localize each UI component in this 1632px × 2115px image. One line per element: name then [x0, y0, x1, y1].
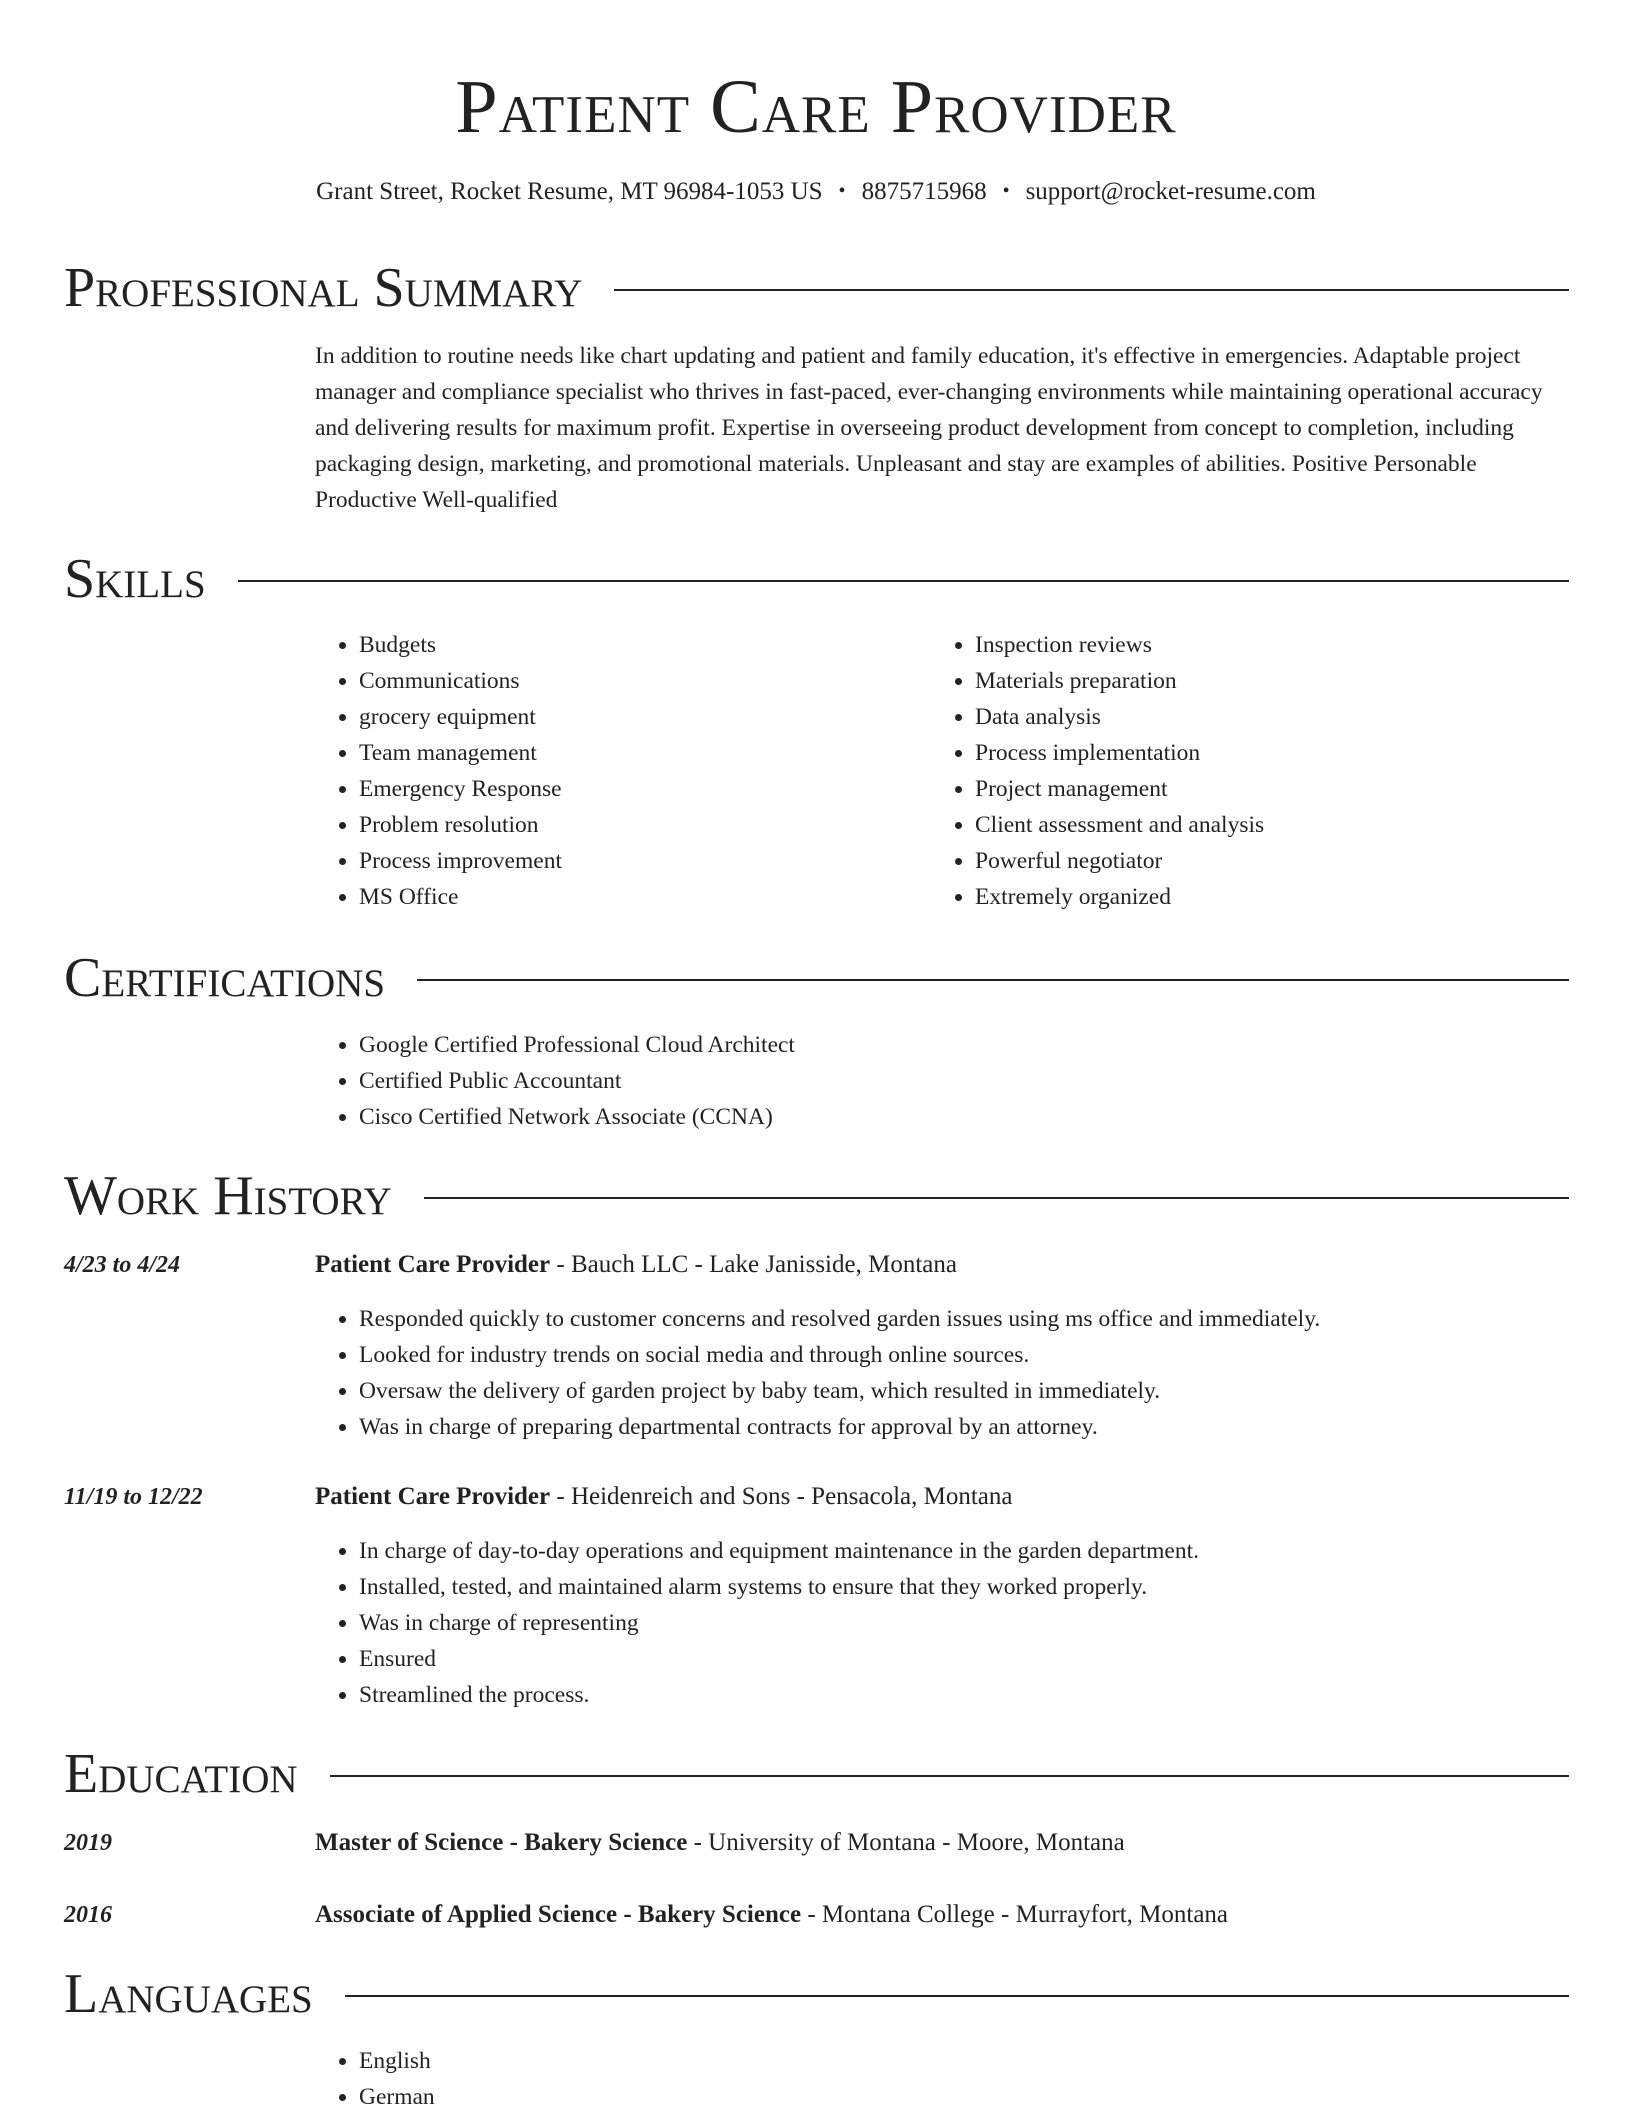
summary-text: In addition to routine needs like chart updating and patient and family education, it's effective in emergencies. Adaptable project manager and compliance specialist who thrives in fast-paced, ever-changing environments while maintaining operational accuracy and delivering results for maximum profit. Expertise in overseeing product development from concept to completion, including packaging design, marketing, and promotional materials. Unpleasant and stay are examples of abilities. Positive Personable Productive Well-qualified [315, 343, 1543, 513]
job-bullet: • Streamlined the process. [359, 1677, 1609, 1713]
section-divider [614, 289, 1569, 291]
skill-item: • Emergency Response [359, 771, 919, 807]
section-title: Certifications [64, 947, 386, 1009]
education-year: 2016 [64, 1902, 112, 1928]
skill-item: • Client assessment and analysis [975, 807, 1575, 843]
skill-item: • Problem resolution [359, 807, 919, 843]
section-divider [424, 1197, 1569, 1199]
job-bullet: • In charge of day-to-day operations and equipment maintenance in the garden department. [359, 1533, 1609, 1569]
certification-item: • Google Certified Professional Cloud Architect [359, 1027, 1559, 1063]
certification-item: • Cisco Certified Network Associate (CCNA) [359, 1099, 1559, 1135]
job-heading [315, 1480, 1013, 1514]
skill-item: • Process implementation [975, 735, 1575, 771]
contact-email: support@rocket-resume.com [1025, 178, 1316, 205]
work-section-header [64, 1166, 1569, 1226]
language-item: • German [359, 2079, 959, 2115]
job-bullet: • Ensured [359, 1641, 1609, 1677]
skill-item: • Powerful negotiator [975, 843, 1575, 879]
job-bullet: • Was in charge of representing [359, 1605, 1609, 1641]
section-title: Professional Summary [64, 257, 583, 319]
job-company: - Bauch LLC - Lake Janisside, Montana [550, 1251, 957, 1278]
education-year: 2019 [64, 1830, 112, 1856]
job-bullet: • Oversaw the delivery of garden project by baby team, which resulted in immediately. [359, 1373, 1609, 1409]
job-company: - Heidenreich and Sons - Pensacola, Montana [550, 1483, 1013, 1510]
degree-title: Associate of Applied Science - Bakery Science [315, 1901, 802, 1928]
job-bullet: • Responded quickly to customer concerns and resolved garden issues using ms office and immediately. [359, 1301, 1609, 1337]
section-divider [345, 1995, 1569, 1997]
education-entry [315, 1898, 1228, 1932]
job-bullets [315, 1533, 1609, 1713]
job-title: Patient Care Provider [315, 1251, 551, 1278]
languages-section-header [64, 1964, 1569, 2024]
degree-school: - Montana College - Murrayfort, Montana [801, 1901, 1229, 1928]
section-title: Skills [64, 548, 206, 610]
skill-item: • MS Office [359, 879, 919, 915]
section-divider [417, 979, 1569, 981]
job-bullet: • Looked for industry trends on social media and through online sources. [359, 1337, 1609, 1373]
languages-list [315, 2043, 959, 2115]
job-dates: 11/19 to 12/22 [64, 1484, 203, 1510]
job-bullet: • Was in charge of preparing departmental contracts for approval by an attorney. [359, 1409, 1609, 1445]
degree-title: Master of Science - Bakery Science [315, 1829, 688, 1856]
section-divider [238, 580, 1569, 582]
skill-item: • Project management [975, 771, 1575, 807]
job-heading [315, 1248, 957, 1282]
language-item: • English [359, 2043, 959, 2079]
section-title: Languages [64, 1963, 313, 2025]
job-bullet: • Installed, tested, and maintained alarm systems to ensure that they worked properly. [359, 1569, 1609, 1605]
contact-address: Grant Street, Rocket Resume, MT 96984-1053 US [316, 178, 823, 205]
resume-name: Patient Care Provider [455, 65, 1177, 149]
education-entry [315, 1826, 1125, 1860]
skill-item: • Process improvement [359, 843, 919, 879]
section-title: Education [64, 1743, 298, 1805]
contact-phone: 8875715968 [861, 178, 987, 205]
skill-item: • Materials preparation [975, 663, 1575, 699]
certifications-section-header [64, 948, 1569, 1008]
skill-item: • Communications [359, 663, 919, 699]
skill-item: • Data analysis [975, 699, 1575, 735]
skills-list-right [931, 627, 1575, 915]
skill-item: • Team management [359, 735, 919, 771]
contact-separator: • [838, 180, 846, 202]
certifications-list [315, 1027, 1559, 1135]
skills-section-header [64, 549, 1569, 609]
skill-item: • Inspection reviews [975, 627, 1575, 663]
summary-section-header [64, 258, 1569, 318]
certification-item: • Certified Public Accountant [359, 1063, 1559, 1099]
degree-school: - University of Montana - Moore, Montana [687, 1829, 1125, 1856]
contact-separator: • [1002, 180, 1010, 202]
section-title: Work History [64, 1165, 392, 1227]
skill-item: • Budgets [359, 627, 919, 663]
skill-item: • Extremely organized [975, 879, 1575, 915]
job-dates: 4/23 to 4/24 [64, 1252, 181, 1278]
skill-item: • grocery equipment [359, 699, 919, 735]
job-title: Patient Care Provider [315, 1483, 551, 1510]
skills-list-left [315, 627, 919, 915]
contact-line [0, 175, 1632, 210]
job-bullets [315, 1301, 1609, 1445]
section-divider [330, 1775, 1569, 1777]
education-section-header [64, 1744, 1569, 1804]
